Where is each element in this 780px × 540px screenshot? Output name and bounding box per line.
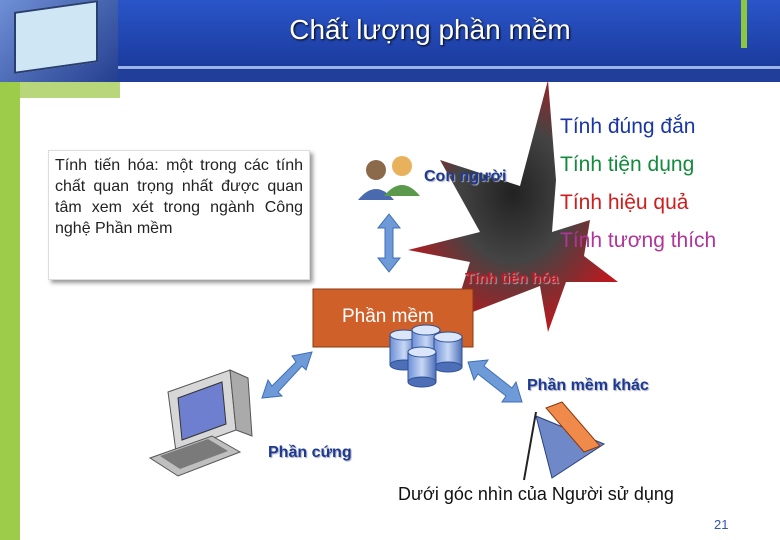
quality-usability: Tính tiện dụng bbox=[560, 153, 695, 176]
hardware-label: Phần cứng bbox=[268, 444, 352, 461]
evolution-note: Tính tiến hóa: một trong các tính chất quan trọng nhất được quan tâm xem xét trong ngành Công nghệ Phần mềm bbox=[48, 150, 310, 280]
slide-title: Chất lượng phần mềm bbox=[289, 14, 571, 45]
arrow-people-software bbox=[378, 214, 400, 272]
evolution-label: Tính tiến hóa bbox=[465, 270, 559, 287]
user-perspective-caption: Dưới góc nhìn của Người sử dụng bbox=[398, 484, 674, 504]
quality-compatibility: Tính tương thích bbox=[560, 229, 717, 252]
computer-icon bbox=[150, 370, 252, 476]
arrow-hardware-software bbox=[262, 352, 312, 398]
quality-efficiency: Tính hiệu quả bbox=[560, 191, 689, 214]
quality-correctness: Tính đúng đắn bbox=[560, 115, 696, 138]
page-number: 21 bbox=[714, 517, 729, 532]
arrow-othersoftware-software bbox=[468, 360, 522, 402]
other-software-icon bbox=[524, 402, 604, 480]
people-label: Con người bbox=[424, 168, 507, 185]
quality-list bbox=[560, 108, 716, 260]
other-software-label: Phần mềm khác bbox=[527, 377, 649, 394]
people-icon bbox=[358, 156, 420, 200]
database-icon bbox=[390, 325, 462, 387]
software-label: Phần mềm bbox=[342, 306, 434, 327]
